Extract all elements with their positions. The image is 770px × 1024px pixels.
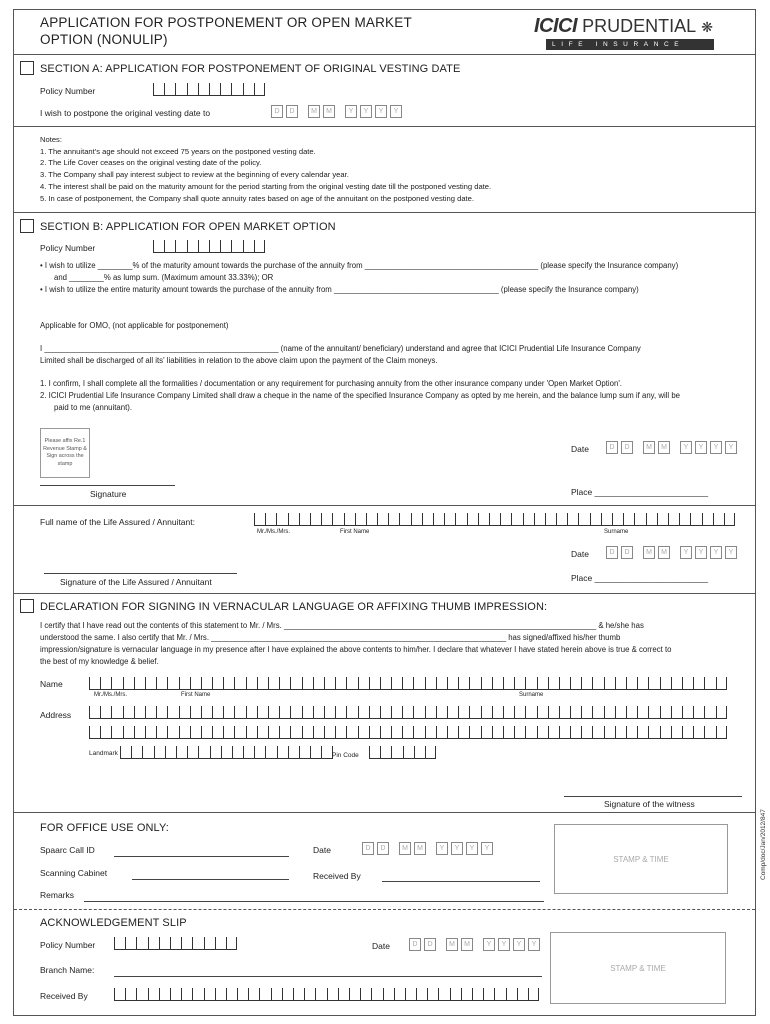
office-received-label: Received By bbox=[313, 871, 361, 881]
vern-sub-first: First Name bbox=[181, 692, 211, 698]
vern-sub-title: Mr./Ms./Mrs. bbox=[94, 692, 127, 698]
la-signature-line[interactable] bbox=[44, 573, 237, 574]
decl-line-1: I ______________________________________________________ (name of the annuitant/ beneficiary) understand and agree that ICICI Prudential Life Insurance Company bbox=[40, 344, 641, 353]
logo-brand: ICICI bbox=[534, 15, 578, 37]
pincode-label: Pin Code bbox=[332, 752, 359, 759]
scanning-input[interactable] bbox=[132, 879, 289, 880]
fullname-label: Full name of the Life Assured / Annuitant: bbox=[40, 517, 195, 527]
vernacular-text bbox=[40, 620, 752, 668]
landmark-input[interactable] bbox=[120, 746, 333, 759]
section-a-checkbox[interactable] bbox=[20, 61, 34, 75]
section-a-policy-input[interactable] bbox=[153, 83, 265, 96]
form-title bbox=[40, 14, 412, 48]
address-input-line1[interactable] bbox=[89, 706, 727, 719]
scanning-label: Scanning Cabinet bbox=[40, 868, 108, 878]
section-b-date-input[interactable]: D D M M Y Y Y Y bbox=[606, 441, 737, 454]
ack-date-input[interactable]: D D M M Y Y Y Y bbox=[409, 938, 540, 951]
witness-signature-label: Signature of the witness bbox=[604, 799, 695, 809]
title-line-2: OPTION (NONULIP) bbox=[40, 32, 168, 47]
witness-signature-line[interactable] bbox=[564, 796, 742, 797]
section-b-policy-label: Policy Number bbox=[40, 243, 96, 253]
note-item: 5. In case of postponement, the Company shall quote annuity rates based on age of the annuitant on the postponed vesting date. bbox=[40, 193, 474, 203]
divider bbox=[14, 593, 755, 594]
decl-line-2: Limited shall be discharged of all its' liabilities in relation to the above claim upon the payment of the Claim moneys. bbox=[40, 356, 438, 365]
vern-line-1: I certify that I have read out the contents of this statement to Mr. / Mrs. ________________________________________________________________________ & he/she has bbox=[40, 621, 644, 630]
form-page bbox=[13, 9, 756, 1016]
divider bbox=[14, 812, 755, 813]
omo-bullet-1-cont: and ________% as lump sum. (Maximum amount 33.33%); OR bbox=[54, 273, 274, 282]
icici-logo bbox=[524, 15, 754, 53]
revenue-stamp-box[interactable]: Please affix Re.1 Revenue Stamp & Sign across the stamp bbox=[40, 428, 90, 478]
vernacular-heading: DECLARATION FOR SIGNING IN VERNACULAR LANGUAGE OR AFFIXING THUMB IMPRESSION: bbox=[40, 601, 548, 613]
divider bbox=[14, 126, 755, 127]
remarks-label: Remarks bbox=[40, 890, 75, 900]
office-date-input[interactable]: D D M M Y Y Y Y bbox=[362, 842, 493, 855]
section-a-policy-label: Policy Number bbox=[40, 86, 96, 96]
la-date-input[interactable]: D D M M Y Y Y Y bbox=[606, 546, 737, 559]
omo-declaration bbox=[40, 343, 750, 367]
vern-line-2: understood the same. I also certify that Mr. / Mrs. ____________________________________________________________________ has signed/affixed his/her thumb bbox=[40, 633, 621, 642]
divider bbox=[14, 212, 755, 213]
applicable-note: Applicable for OMO, (not applicable for postponement) bbox=[40, 321, 229, 330]
logo-tagline: LIFE INSURANCE bbox=[546, 39, 714, 50]
ack-received-input[interactable] bbox=[114, 988, 539, 1001]
office-date-label: Date bbox=[313, 845, 331, 855]
fullname-input[interactable] bbox=[254, 513, 735, 526]
note-item: 3. The Company shall pay interest subject to review at the beginning of every calendar year. bbox=[40, 170, 349, 180]
vern-line-4: the best of my knowledge & belief. bbox=[40, 657, 159, 666]
la-place[interactable]: Place ________________________ bbox=[571, 573, 709, 583]
office-heading: FOR OFFICE USE ONLY: bbox=[40, 822, 169, 834]
la-signature-label: Signature of the Life Assured / Annuitant bbox=[60, 577, 212, 587]
sub-label-first: First Name bbox=[340, 529, 370, 535]
vern-sub-surname: Surname bbox=[519, 692, 544, 698]
section-b-policy-input[interactable] bbox=[153, 240, 265, 253]
section-b-checkbox[interactable] bbox=[20, 219, 34, 233]
sub-label-title: Mr./Ms./Mrs. bbox=[257, 529, 290, 535]
postpone-date-input[interactable]: D D M M Y Y Y Y bbox=[271, 105, 402, 118]
office-stamp-box[interactable]: STAMP & TIME bbox=[554, 824, 728, 894]
omo-bullet-1: • I wish to utilize ________% of the maturity amount towards the purchase of the annuity from ________________________________________ (please specify the Insurance company) bbox=[40, 261, 679, 270]
section-b-heading: SECTION B: APPLICATION FOR OPEN MARKET OPTION bbox=[40, 221, 336, 233]
section-a-heading: SECTION A: APPLICATION FOR POSTPONEMENT OF ORIGINAL VESTING DATE bbox=[40, 63, 461, 75]
landmark-label: Landmark bbox=[89, 750, 118, 757]
title-line-1: APPLICATION FOR POSTPONEMENT OR OPEN MARKET bbox=[40, 15, 412, 30]
remarks-input[interactable] bbox=[84, 901, 544, 902]
divider bbox=[14, 54, 755, 55]
omo-bullet-2: • I wish to utilize the entire maturity amount towards the purchase of the annuity from ______________________________________ (please specify the Insurance company) bbox=[40, 285, 639, 294]
address-input-line2[interactable] bbox=[89, 726, 727, 739]
lion-icon: ❋ bbox=[701, 19, 713, 35]
note-item: 2. The Life Cover ceases on the original vesting date of the policy. bbox=[40, 158, 262, 168]
postpone-label: I wish to postpone the original vesting date to bbox=[40, 108, 211, 118]
omo-point-2-cont: paid to me (annuitant). bbox=[54, 403, 133, 412]
section-b-place[interactable]: Place ________________________ bbox=[571, 487, 709, 497]
vernacular-checkbox[interactable] bbox=[20, 599, 34, 613]
omo-options bbox=[40, 260, 678, 296]
ack-stamp-box[interactable]: STAMP & TIME bbox=[550, 932, 726, 1004]
notes-title: Notes: bbox=[40, 135, 62, 144]
branch-label: Branch Name: bbox=[40, 965, 95, 975]
address-label: Address bbox=[40, 710, 72, 720]
document-code: Comp/doc/Jan/2012/847 bbox=[760, 809, 767, 880]
signature-line[interactable] bbox=[40, 485, 175, 486]
spaarc-label: Spaarc Call ID bbox=[40, 845, 95, 855]
vern-line-3: impression/signature is vernacular language in my presence after I have explained the above contents to him/her. I declare that whatever I have stated herein above is true & correct to bbox=[40, 645, 672, 654]
note-item: 4. The interest shall be paid on the maturity amount for the period starting from the original vesting date till the postponed vesting date. bbox=[40, 181, 492, 191]
branch-input[interactable] bbox=[114, 976, 542, 977]
cut-line bbox=[14, 909, 755, 910]
ack-date-label: Date bbox=[372, 941, 390, 951]
ack-heading: ACKNOWLEDGEMENT SLIP bbox=[40, 917, 187, 929]
office-received-input[interactable] bbox=[382, 881, 540, 882]
ack-received-label: Received By bbox=[40, 991, 88, 1001]
la-date-label: Date bbox=[571, 549, 589, 559]
logo-brand2: PRUDENTIAL bbox=[582, 16, 697, 36]
signature-label: Signature bbox=[90, 489, 127, 499]
section-b-date-label: Date bbox=[571, 444, 589, 454]
sub-label-surname: Surname bbox=[604, 529, 629, 535]
omo-points bbox=[40, 378, 752, 414]
omo-point-2: 2. ICICI Prudential Life Insurance Company Limited shall draw a cheque in the name of the specified Insurance Company as opted by me herein, and the balance lump sum if any, will be bbox=[40, 391, 680, 400]
pincode-input[interactable] bbox=[369, 746, 436, 759]
notes-block bbox=[40, 134, 491, 204]
ack-policy-label: Policy Number bbox=[40, 940, 96, 950]
vern-name-input[interactable] bbox=[89, 677, 727, 690]
divider bbox=[14, 505, 755, 506]
spaarc-input[interactable] bbox=[114, 856, 289, 857]
omo-point-1: 1. I confirm, I shall complete all the formalities / documentation or any requirement for purchasing annuity from the other insurance company under 'Open Market Option'. bbox=[40, 379, 622, 388]
note-item: 1. The annuitant's age should not exceed 75 years on the postponed vesting date. bbox=[40, 146, 316, 156]
ack-policy-input[interactable] bbox=[114, 937, 237, 950]
vern-name-label: Name bbox=[40, 679, 63, 689]
